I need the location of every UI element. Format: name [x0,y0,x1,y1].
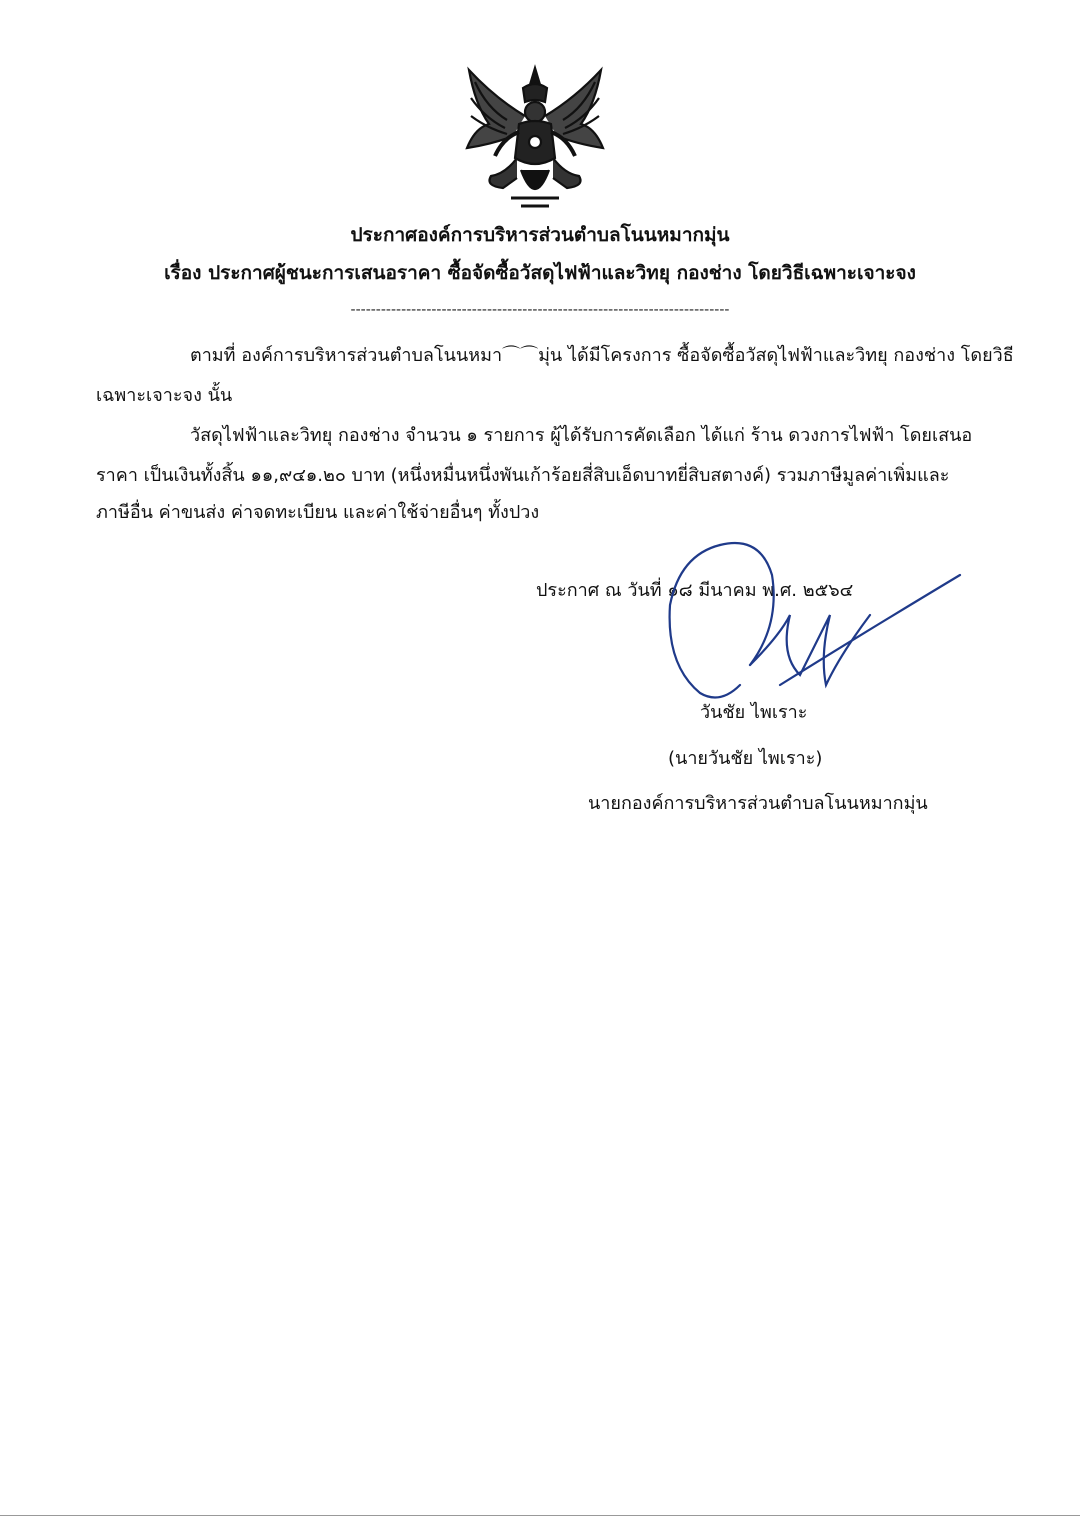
page-bottom-edge [0,1515,1080,1516]
org-title: ประกาศองค์การบริหารส่วนตำบลโนนหมากมุ่น [350,224,730,246]
divider: --------------------------------------------------------------------------- [350,302,730,318]
signer-name: วันชัย ไพเราะ [700,702,808,723]
paragraph-2-line-3: ภาษีอื่น ค่าขนส่ง ค่าจดทะเบียน และค่าใช้จ่ายอื่นๆ ทั้งปวง [96,502,540,523]
garuda-emblem-icon [455,58,615,218]
handwritten-signature [640,535,970,710]
subject-line: เรื่อง ประกาศผู้ชนะการเสนอราคา ซื้อจัดซื้อวัสดุไฟฟ้าและวิทยุ กองช่าง โดยวิธีเฉพาะเจาะจง [164,262,916,284]
paragraph-1-line-1: ตามที่ องค์การบริหารส่วนตำบลโนนหมา⌒⌒มุ่น ได้มีโครงการ ซื้อจัดซื้อวัสดุไฟฟ้าและวิทยุ กองช่าง โดยวิธี [190,345,1014,366]
signer-full-name: (นายวันชัย ไพเราะ) [668,748,823,769]
signer-position: นายกองค์การบริหารส่วนตำบลโนนหมากมุ่น [588,793,928,814]
announce-date: ประกาศ ณ วันที่ ๑๘ มีนาคม พ.ศ. ๒๕๖๔ [536,580,854,601]
paragraph-1-line-2: เฉพาะเจาะจง นั้น [96,385,233,406]
paragraph-2-line-1: วัสดุไฟฟ้าและวิทยุ กองช่าง จำนวน ๑ รายการ ผู้ได้รับการคัดเลือก ได้แก่ ร้าน ดวงการไฟฟ้า โดยเสนอ [190,425,973,446]
paragraph-2-line-2: ราคา เป็นเงินทั้งสิ้น ๑๑,๙๔๑.๒๐ บาท (หนึ่งหมื่นหนึ่งพันเก้าร้อยสี่สิบเอ็ดบาทยี่สิบสตางค์) รวมภาษีมูลค่าเพิ่มและ [96,465,950,486]
